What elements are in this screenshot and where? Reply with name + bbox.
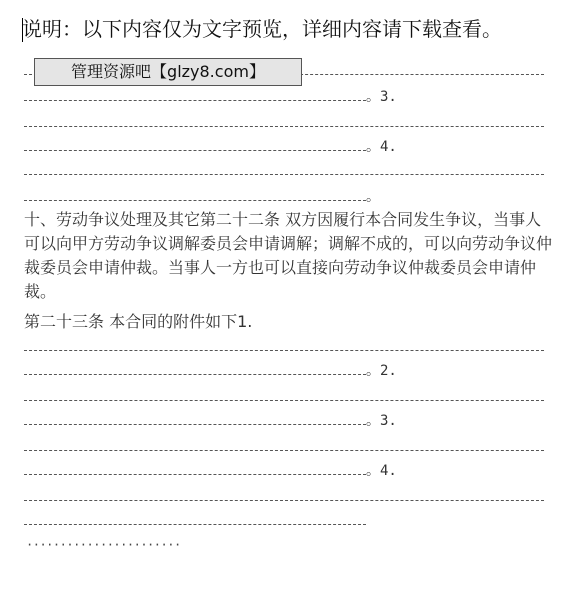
blank-line [24,500,544,501]
item-number-2: 。2. [366,363,397,379]
line-end-period: 。 [366,189,380,205]
preview-notice: 说明：以下内容仅为文字预览，详细内容请下载查看。 [22,17,502,41]
item-number-3: 。3. [366,89,397,105]
item-number-4: 。4. [366,463,397,479]
watermark-banner: 管理资源吧【glzy8.com】 [34,58,302,86]
clause-23-attachments: 第二十三条 本合同的附件如下1. [24,312,253,331]
blank-line [24,374,366,375]
blank-line [24,524,366,525]
blank-line [24,200,366,201]
blank-line [24,400,544,401]
clause-dispute-resolution: 十、劳动争议处理及其它第二十二条 双方因履行本合同发生争议，当事人可以向甲方劳动争议调解委员会申请调解；调解不成的，可以向劳动争议仲裁委员会申请仲裁。当事人一方也可以直接向劳动争议仲裁委员会申请仲裁。 [24,210,553,301]
item-number-4: 。4. [366,139,397,155]
blank-line [24,100,366,101]
blank-line [24,126,544,127]
blank-line [24,174,544,175]
blank-line [24,424,366,425]
blank-line [24,150,366,151]
blank-line [24,350,544,351]
item-number-3: 。3. [366,413,397,429]
trailing-dots: ······················· [26,538,181,552]
blank-line [24,474,366,475]
blank-line [24,450,544,451]
